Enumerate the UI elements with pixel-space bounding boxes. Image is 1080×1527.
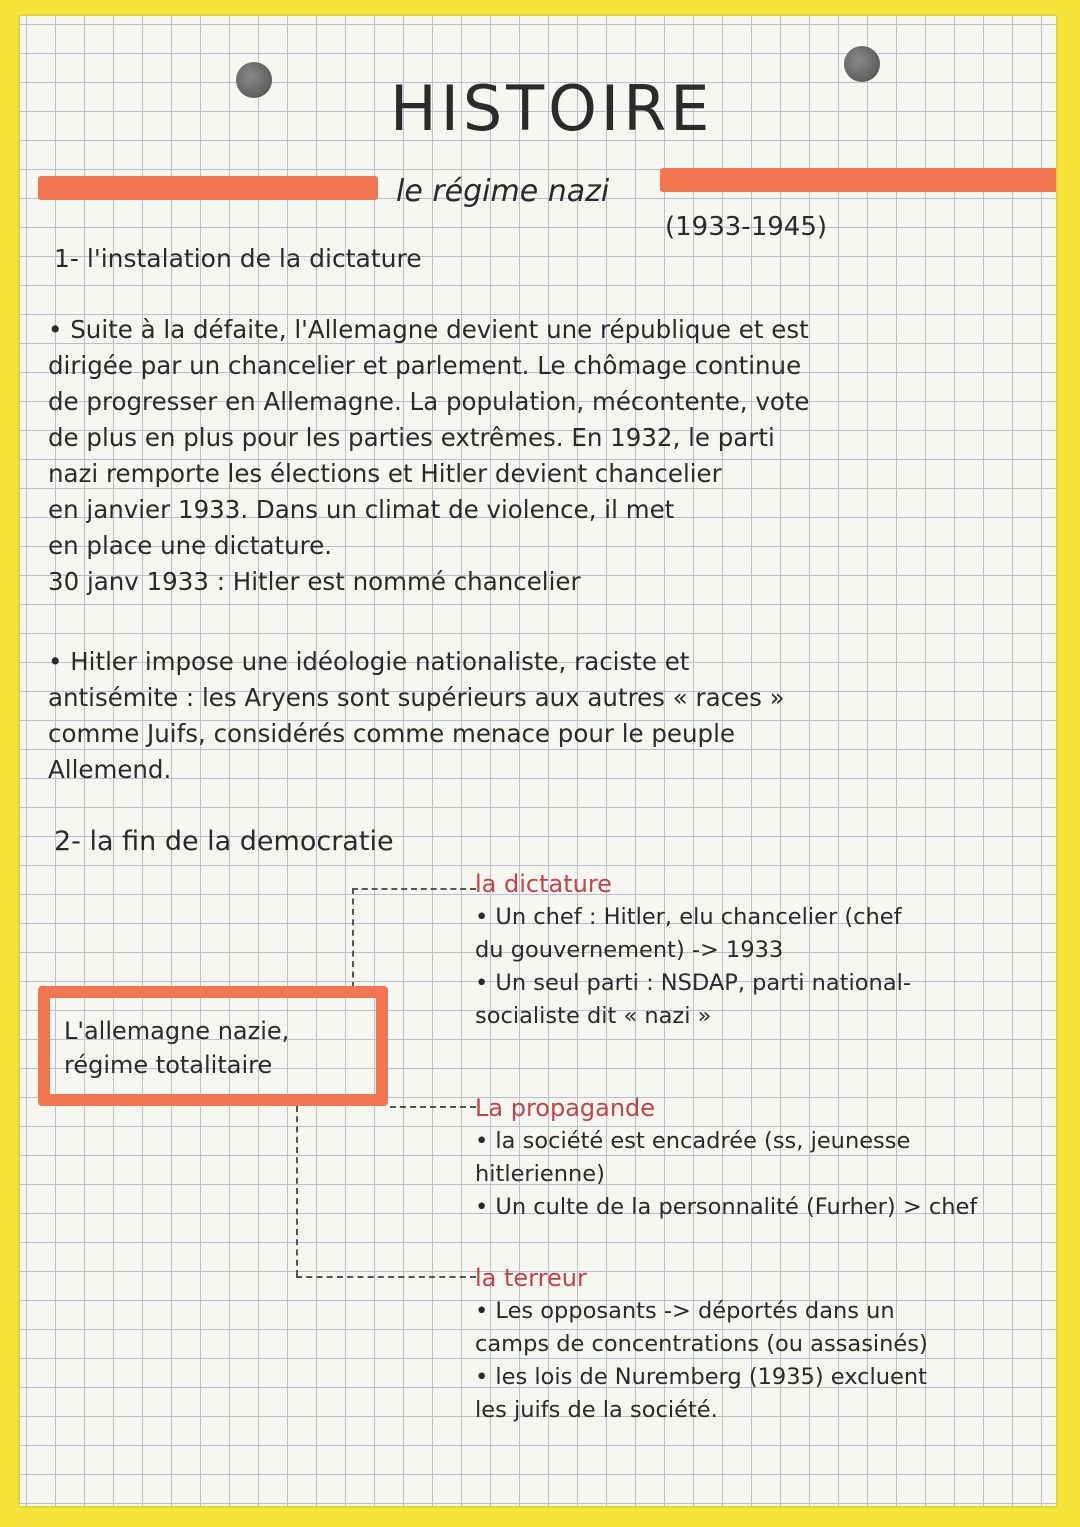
branch-line: • Un culte de la personnalité (Furher) > chef bbox=[475, 1194, 978, 1220]
connector-top-horizontal bbox=[352, 888, 476, 890]
binder-hole-left bbox=[236, 62, 272, 98]
para1-line: nazi remporte les élections et Hitler devient chancelier bbox=[48, 459, 722, 488]
para1-line: en janvier 1933. Dans un climat de violence, il met bbox=[48, 495, 675, 524]
para1-line: 30 janv 1933 : Hitler est nommé chancelier bbox=[48, 567, 581, 596]
connector-bottom-horizontal bbox=[296, 1276, 476, 1278]
center-box-line2: régime totalitaire bbox=[64, 1051, 273, 1079]
connector-bottom-vertical bbox=[296, 1106, 298, 1276]
branch-line: hitlerienne) bbox=[475, 1161, 605, 1187]
para1-line: dirigée par un chancelier et parlement. Le chômage continue bbox=[48, 351, 802, 380]
section1-paragraph1 bbox=[48, 312, 1038, 600]
notebook-page bbox=[20, 16, 1056, 1506]
para1-line: en place une dictature. bbox=[48, 531, 332, 560]
binder-hole-right bbox=[844, 46, 880, 82]
branch-propagande bbox=[475, 1092, 1055, 1224]
page-dates: (1933-1945) bbox=[665, 212, 828, 242]
para2-line: antisémite : les Aryens sont supérieurs aux autres « races » bbox=[48, 683, 785, 712]
section1-heading: 1- l'instalation de la dictature bbox=[54, 244, 422, 273]
branch-terreur bbox=[475, 1262, 1055, 1427]
branch-line: du gouvernement) -> 1933 bbox=[475, 937, 784, 963]
center-box-line1: L'allemagne nazie, bbox=[64, 1017, 290, 1045]
center-concept-box bbox=[38, 986, 388, 1106]
branch-title: La propagande bbox=[475, 1094, 656, 1122]
para2-line: • Hitler impose une idéologie nationaliste, raciste et bbox=[48, 647, 690, 676]
branch-line: • Les opposants -> déportés dans un bbox=[475, 1298, 895, 1324]
section2-heading: 2- la fin de la democratie bbox=[54, 826, 394, 857]
branch-line: les juifs de la société. bbox=[475, 1397, 718, 1423]
section1-paragraph2 bbox=[48, 644, 1038, 788]
page-subtitle: le régime nazi bbox=[396, 174, 610, 209]
branch-line: • Un chef : Hitler, elu chancelier (chef bbox=[475, 904, 902, 930]
branch-line: camps de concentrations (ou assasinés) bbox=[475, 1331, 928, 1357]
branch-title: la dictature bbox=[475, 870, 612, 898]
branch-line: • les lois de Nuremberg (1935) excluent bbox=[475, 1364, 927, 1390]
page-title: HISTOIRE bbox=[390, 72, 714, 145]
para1-line: de plus en plus pour les parties extrêmes. En 1932, le parti bbox=[48, 423, 775, 452]
branch-line: socialiste dit « nazi » bbox=[475, 1003, 712, 1029]
branch-dictature bbox=[475, 868, 1055, 1033]
para2-line: Allemend. bbox=[48, 755, 172, 784]
branch-line: • la société est encadrée (ss, jeunesse bbox=[475, 1128, 911, 1154]
highlight-bar-left bbox=[38, 176, 378, 200]
para1-line: de progresser en Allemagne. La population, mécontente, vote bbox=[48, 387, 810, 416]
highlight-bar-right bbox=[660, 168, 1056, 192]
para1-line: • Suite à la défaite, l'Allemagne devient une république et est bbox=[48, 315, 809, 344]
connector-top-vertical bbox=[352, 888, 354, 988]
connector-middle bbox=[390, 1106, 476, 1108]
branch-title: la terreur bbox=[475, 1264, 587, 1292]
branch-line: • Un seul parti : NSDAP, parti national- bbox=[475, 970, 911, 996]
para2-line: comme Juifs, considérés comme menace pour le peuple bbox=[48, 719, 735, 748]
